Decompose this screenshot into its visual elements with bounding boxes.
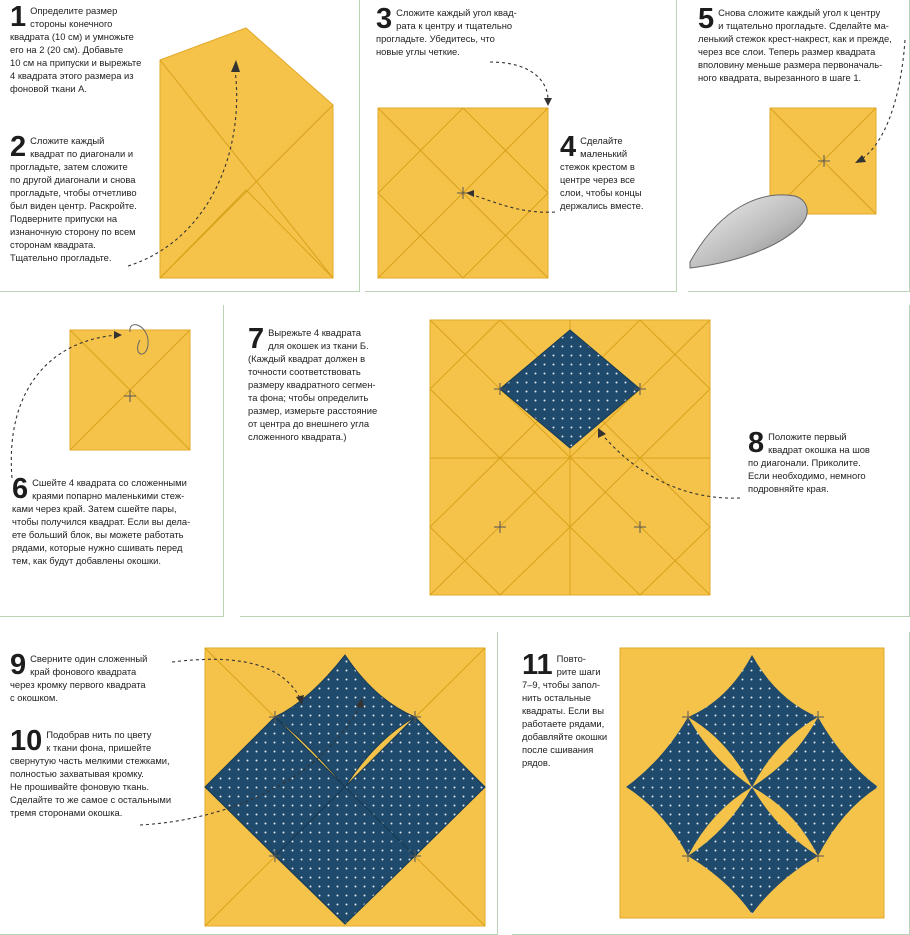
step-text: Повто- рите шаги 7–9, чтобы запол- нить остальные квадраты. Если вы работаете рядами, добавляйте окошки после сшивания рядов. <box>522 653 608 768</box>
step-number: 10 <box>10 725 43 757</box>
step-number: 9 <box>10 649 27 681</box>
step-number: 8 <box>748 427 765 459</box>
step-9 <box>10 649 186 704</box>
step-text: Сложите каждый квадрат по диагонали и прогладьте, затем сложите по другой диагонали и снова прогладьте, чтобы отчетливо был виден центр. Раскройте. Подверните припуски на изнаночную сторону по всем сторонам квадрата. Тщательно прогладьте. <box>10 135 137 263</box>
step-number: 7 <box>248 323 265 355</box>
step-6 <box>12 473 220 567</box>
step-10 <box>10 725 206 819</box>
step-8 <box>748 427 906 495</box>
step-text: Снова сложите каждый угол к центру и тщательно прогладьте. Сделайте ма- ленький стежок крест-накрест, как и прежде, через все слои. Теперь размер квадрата вполовину меньше размера первоначаль- ного квадрата, вырезанного в шаге 1. <box>698 7 892 83</box>
step-4 <box>560 131 672 212</box>
step-number: 11 <box>522 649 553 681</box>
step-text: Сделайте маленький стежок крестом в центре через все слои, чтобы концы держались вместе. <box>560 135 644 211</box>
step-text: Сложите каждый угол квад- рата к центру и тщательно прогладьте. Убедитесь, что новые углы четкие. <box>376 7 517 57</box>
step-5 <box>698 3 906 84</box>
step-2 <box>10 131 160 264</box>
step-11 <box>522 649 622 769</box>
step-1 <box>10 1 160 95</box>
step-7 <box>248 323 426 443</box>
step-number: 5 <box>698 3 715 35</box>
fabric-square-corners-folded <box>378 62 555 278</box>
step-number: 1 <box>10 1 27 33</box>
step-number: 6 <box>12 473 29 505</box>
fabric-squares-stitched-small <box>11 325 190 478</box>
step-text: Сверните один сложенный край фонового квадрата через кромку первого квадрата с окошком. <box>10 653 148 703</box>
step-number: 2 <box>10 131 27 163</box>
step-text: Определите размер стороны конечного квадрата (10 см) и умножьте его на 2 (20 см). Добавьте 10 см на припуски и вырежьте 4 квадрата этого размера из фоновой ткани А. <box>10 5 142 94</box>
step-text: Подобрав нить по цвету к ткани фона, пришейте свернутую часть мелкими стежками, полностью захватывая кромку. Не прошивайте фоновую ткань. Сделайте то же самое с остальными тремя сторонами окошка. <box>10 729 172 818</box>
step-3 <box>376 3 556 58</box>
background-block-2x2 <box>430 320 740 595</box>
step-text: Положите первый квадрат окошка на шов по диагонали. Приколите. Если необходимо, немного подровняйте края. <box>748 431 870 494</box>
step-text: Вырежьте 4 квадрата для окошек из ткани Б. (Каждый квадрат должен в точности соответствовать размеру квадратного сегмен- та фона; чтобы определить размер, измерьте расстояние от центра до внешнего угла сложенного квадрата.) <box>248 327 378 442</box>
step-number: 4 <box>560 131 577 163</box>
step-number: 3 <box>376 3 393 35</box>
step-text: Сшейте 4 квадрата со сложенными краями попарно маленькими стеж- ками через край. Затем сшейте пары, чтобы получился квадрат. Если вы дела- ете больший блок, вы можете работать рядами, которые нужно сшивать перед тем, как будут добавлены окошки. <box>12 477 191 566</box>
finished-cathedral-window-block <box>620 648 884 918</box>
